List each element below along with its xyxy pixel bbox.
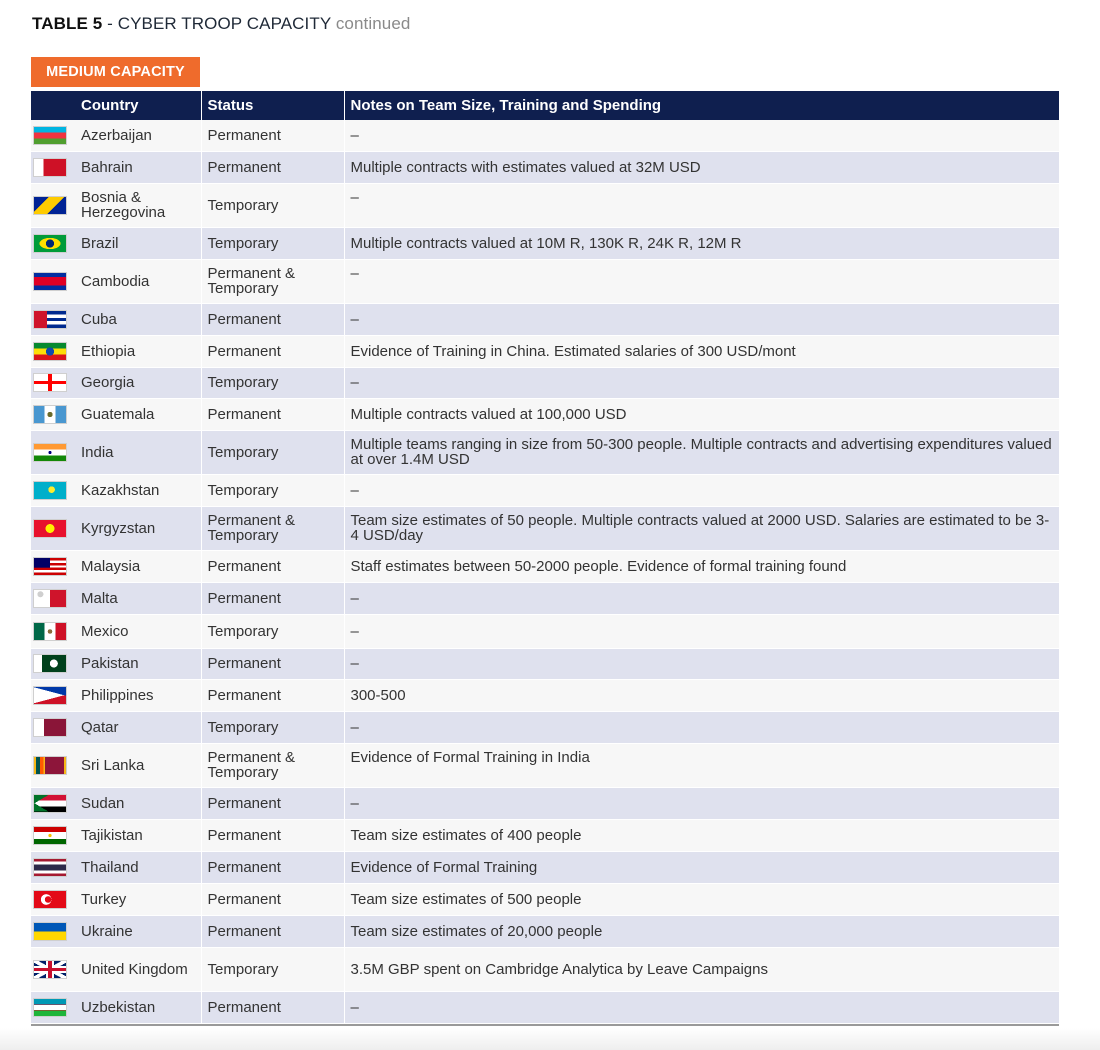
ethiopia-flag-icon [33, 342, 67, 361]
status-cell: Permanent [201, 398, 344, 430]
country-cell: Uzbekistan [75, 991, 201, 1023]
status-column-header: Status [201, 91, 344, 120]
notes-cell: 300-500 [344, 679, 1059, 711]
country-cell: Bahrain [75, 151, 201, 183]
country-cell: Malaysia [75, 550, 201, 582]
table-row [31, 883, 1059, 915]
notes-cell: Multiple teams ranging in size from 50-300 people. Multiple contracts and advertising expenditures valued at over 1.4M USD [344, 430, 1059, 474]
table-row [31, 648, 1059, 679]
country-column-header: Country [75, 91, 201, 120]
thailand-flag-icon [33, 858, 67, 877]
table-row [31, 915, 1059, 947]
bosnia-flag-icon [33, 196, 67, 215]
status-cell: Permanent [201, 679, 344, 711]
page-bottom-shadow [0, 1028, 1100, 1050]
table-row [31, 227, 1059, 259]
flag-cell [31, 550, 75, 582]
table-row [31, 711, 1059, 743]
status-cell: Permanent [201, 550, 344, 582]
status-cell: Temporary [201, 947, 344, 991]
notes-cell: Evidence of Formal Training in India [344, 743, 1059, 787]
table-row [31, 335, 1059, 367]
table-row [31, 787, 1059, 819]
flag-cell [31, 335, 75, 367]
flag-cell [31, 947, 75, 991]
country-cell: Turkey [75, 883, 201, 915]
flag-cell [31, 367, 75, 398]
notes-cell: – [344, 259, 1059, 303]
flag-cell [31, 711, 75, 743]
notes-cell: – [344, 614, 1059, 648]
united-kingdom-flag-icon [33, 960, 67, 979]
pakistan-flag-icon [33, 654, 67, 673]
status-cell: Temporary [201, 183, 344, 227]
cuba-flag-icon [33, 310, 67, 329]
page-title [32, 14, 410, 34]
philippines-flag-icon [33, 686, 67, 705]
flag-cell [31, 506, 75, 550]
country-cell: Mexico [75, 614, 201, 648]
status-cell: Permanent [201, 991, 344, 1023]
notes-cell: Evidence of Formal Training [344, 851, 1059, 883]
table-row [31, 851, 1059, 883]
table-row [31, 819, 1059, 851]
flag-cell [31, 183, 75, 227]
tajikistan-flag-icon [33, 826, 67, 845]
table-row [31, 303, 1059, 335]
notes-cell: – [344, 991, 1059, 1023]
country-cell: Malta [75, 582, 201, 614]
flag-cell [31, 303, 75, 335]
country-cell: Cambodia [75, 259, 201, 303]
sudan-flag-icon [33, 794, 67, 813]
flag-cell [31, 787, 75, 819]
table-number: TABLE 5 [32, 14, 103, 33]
notes-cell: – [344, 120, 1059, 151]
notes-cell: – [344, 582, 1059, 614]
status-cell: Temporary [201, 614, 344, 648]
flag-cell [31, 819, 75, 851]
flag-cell [31, 991, 75, 1023]
country-cell: Pakistan [75, 648, 201, 679]
notes-cell: – [344, 474, 1059, 506]
flag-cell [31, 851, 75, 883]
status-cell: Permanent [201, 787, 344, 819]
country-cell: Bosnia & Herzegovina [75, 183, 201, 227]
status-cell: Permanent [201, 335, 344, 367]
table-row [31, 120, 1059, 151]
country-cell: Thailand [75, 851, 201, 883]
country-cell: Ukraine [75, 915, 201, 947]
notes-cell: – [344, 303, 1059, 335]
status-cell: Permanent [201, 120, 344, 151]
flag-cell [31, 151, 75, 183]
malaysia-flag-icon [33, 557, 67, 576]
mexico-flag-icon [33, 622, 67, 641]
notes-cell: Multiple contracts with estimates valued at 32M USD [344, 151, 1059, 183]
table-row [31, 151, 1059, 183]
notes-cell: – [344, 711, 1059, 743]
notes-cell: – [344, 648, 1059, 679]
qatar-flag-icon [33, 718, 67, 737]
table-row [31, 614, 1059, 648]
malta-flag-icon [33, 589, 67, 608]
table-title: CYBER TROOP CAPACITY [117, 14, 331, 33]
status-cell: Permanent [201, 851, 344, 883]
notes-cell: Multiple contracts valued at 10M R, 130K R, 24K R, 12M R [344, 227, 1059, 259]
flag-cell [31, 915, 75, 947]
country-cell: Tajikistan [75, 819, 201, 851]
country-cell: Philippines [75, 679, 201, 711]
flag-cell [31, 430, 75, 474]
status-cell: Permanent [201, 582, 344, 614]
azerbaijan-flag-icon [33, 126, 67, 145]
flag-cell [31, 883, 75, 915]
notes-cell: – [344, 787, 1059, 819]
brazil-flag-icon [33, 234, 67, 253]
notes-cell: Evidence of Training in China. Estimated salaries of 300 USD/mont [344, 335, 1059, 367]
country-cell: India [75, 430, 201, 474]
status-cell: Permanent [201, 648, 344, 679]
flag-column-header [31, 91, 75, 120]
sri-lanka-flag-icon [33, 756, 67, 775]
country-cell: United Kingdom [75, 947, 201, 991]
notes-cell: – [344, 367, 1059, 398]
flag-cell [31, 743, 75, 787]
notes-cell: Multiple contracts valued at 100,000 USD [344, 398, 1059, 430]
notes-cell: Team size estimates of 500 people [344, 883, 1059, 915]
notes-column-header: Notes on Team Size, Training and Spending [344, 91, 1059, 120]
table-bottom-rule [31, 1024, 1059, 1026]
table-row [31, 398, 1059, 430]
flag-cell [31, 259, 75, 303]
kyrgyzstan-flag-icon [33, 519, 67, 538]
table-body [31, 120, 1059, 1023]
flag-cell [31, 398, 75, 430]
country-cell: Brazil [75, 227, 201, 259]
table-row [31, 550, 1059, 582]
flag-cell [31, 474, 75, 506]
country-cell: Azerbaijan [75, 120, 201, 151]
country-cell: Sri Lanka [75, 743, 201, 787]
status-cell: Temporary [201, 227, 344, 259]
flag-cell [31, 679, 75, 711]
table-row [31, 947, 1059, 991]
table-row [31, 367, 1059, 398]
table-row [31, 679, 1059, 711]
status-cell: Temporary [201, 474, 344, 506]
status-cell: Temporary [201, 711, 344, 743]
notes-cell: Staff estimates between 50-2000 people. Evidence of formal training found [344, 550, 1059, 582]
country-cell: Georgia [75, 367, 201, 398]
ukraine-flag-icon [33, 922, 67, 941]
table-row [31, 183, 1059, 227]
status-cell: Temporary [201, 367, 344, 398]
country-cell: Sudan [75, 787, 201, 819]
status-cell: Permanent [201, 819, 344, 851]
status-cell: Permanent [201, 883, 344, 915]
status-cell: Permanent [201, 915, 344, 947]
guatemala-flag-icon [33, 405, 67, 424]
country-cell: Guatemala [75, 398, 201, 430]
notes-cell: Team size estimates of 400 people [344, 819, 1059, 851]
notes-cell: Team size estimates of 50 people. Multiple contracts valued at 2000 USD. Salaries are estimated to be 3-4 USD/day [344, 506, 1059, 550]
notes-cell: – [344, 183, 1059, 227]
india-flag-icon [33, 443, 67, 462]
table-row [31, 430, 1059, 474]
capacity-badge: MEDIUM CAPACITY [31, 57, 200, 87]
flag-cell [31, 614, 75, 648]
title-separator: - [102, 14, 118, 33]
status-cell: Permanent [201, 303, 344, 335]
country-cell: Qatar [75, 711, 201, 743]
flag-cell [31, 648, 75, 679]
flag-cell [31, 120, 75, 151]
cyber-troop-table [31, 91, 1059, 1024]
status-cell: Permanent & Temporary [201, 259, 344, 303]
table-row [31, 991, 1059, 1023]
uzbekistan-flag-icon [33, 998, 67, 1017]
table-row [31, 259, 1059, 303]
georgia-flag-icon [33, 373, 67, 392]
turkey-flag-icon [33, 890, 67, 909]
table-row [31, 582, 1059, 614]
table-header-row [31, 91, 1059, 120]
status-cell: Permanent & Temporary [201, 743, 344, 787]
flag-cell [31, 582, 75, 614]
kazakhstan-flag-icon [33, 481, 67, 500]
notes-cell: Team size estimates of 20,000 people [344, 915, 1059, 947]
continued-label: continued [335, 14, 411, 33]
status-cell: Permanent [201, 151, 344, 183]
status-cell: Permanent & Temporary [201, 506, 344, 550]
bahrain-flag-icon [33, 158, 67, 177]
country-cell: Kyrgyzstan [75, 506, 201, 550]
country-cell: Ethiopia [75, 335, 201, 367]
table-row [31, 743, 1059, 787]
notes-cell: 3.5M GBP spent on Cambridge Analytica by Leave Campaigns [344, 947, 1059, 991]
cambodia-flag-icon [33, 272, 67, 291]
flag-cell [31, 227, 75, 259]
table-row [31, 474, 1059, 506]
country-cell: Cuba [75, 303, 201, 335]
table-row [31, 506, 1059, 550]
country-cell: Kazakhstan [75, 474, 201, 506]
status-cell: Temporary [201, 430, 344, 474]
